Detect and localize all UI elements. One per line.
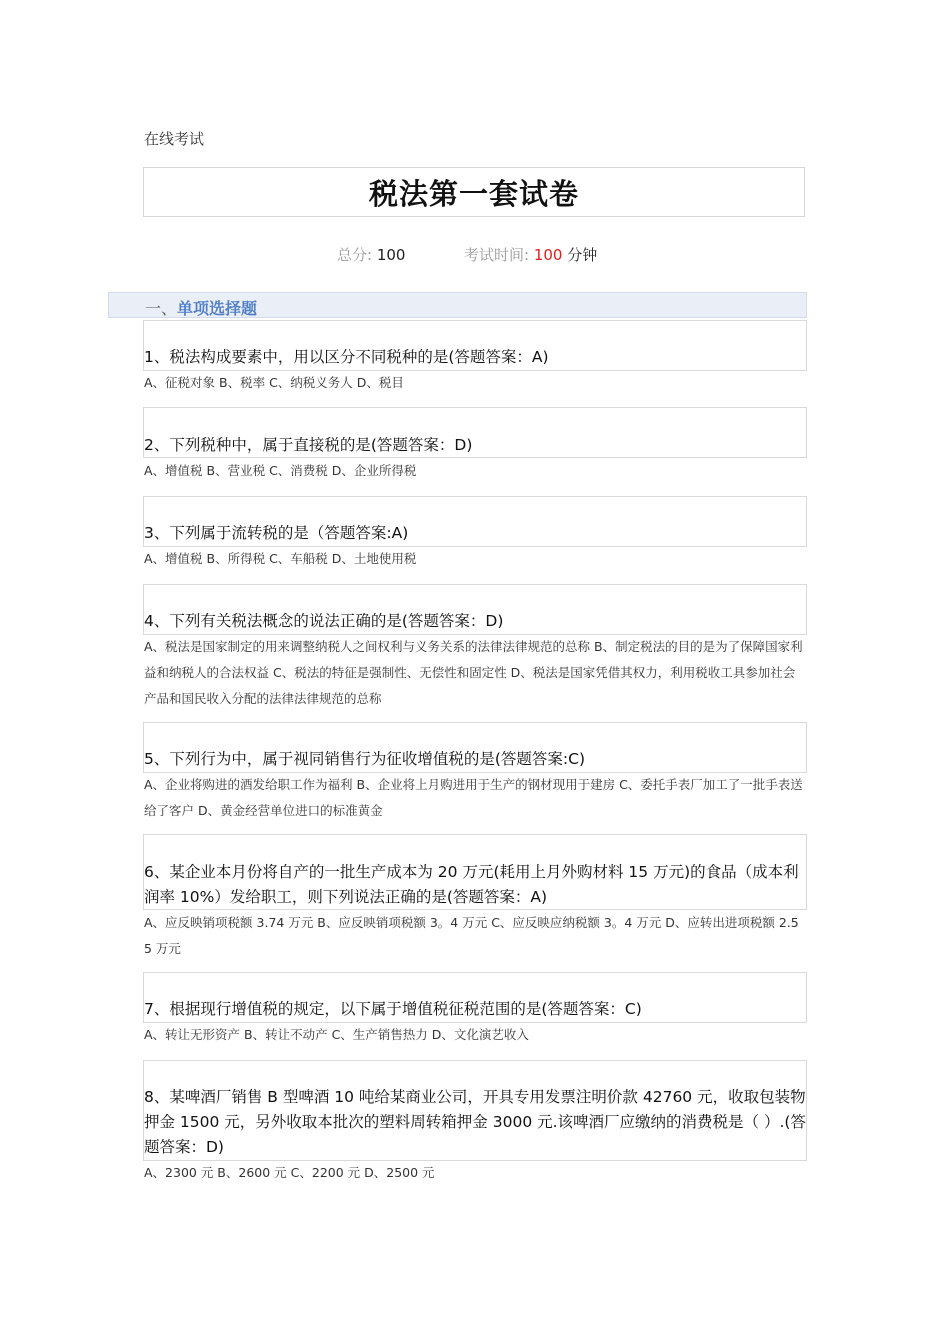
question-stem: 4、下列有关税法概念的说法正确的是(答题答案：D)	[144, 612, 504, 630]
score-label: 总分:	[337, 246, 373, 264]
question-options: A、税法是国家制定的用来调整纳税人之间权利与义务关系的法律法律规范的总称 B、制定税法的目的是为了保障国家利益和纳税人的合法权益 C、税法的特征是强制性、无偿性和固定性 D、税法是国家凭借其权力，利用税收工具参加社会产品和国民收入分配的法律法律规范的总称	[144, 639, 803, 706]
section-number: 一、	[145, 299, 178, 318]
section-header	[108, 292, 807, 318]
section-title	[145, 296, 257, 319]
question-options: A、2300 元 B、2600 元 C、2200 元 D、2500 元	[144, 1165, 435, 1180]
question-options: A、增值税 B、所得税 C、车船税 D、土地使用税	[144, 551, 417, 566]
question-stem: 7、根据现行增值税的规定，以下属于增值税征税范围的是(答题答案：C)	[144, 1000, 642, 1018]
exam-time	[464, 244, 597, 265]
question-stem: 3、下列属于流转税的是（答题答案:A)	[144, 524, 409, 542]
question-options: A、征税对象 B、税率 C、纳税义务人 D、税目	[144, 375, 404, 390]
question-stem: 1、税法构成要素中，用以区分不同税种的是(答题答案：A)	[144, 348, 549, 366]
time-label: 考试时间:	[464, 246, 530, 264]
section-name: 单项选择题	[177, 299, 258, 318]
time-unit: 分钟	[567, 246, 598, 264]
question-options: A、转让无形资产 B、转让不动产 C、生产销售热力 D、文化演艺收入	[144, 1027, 529, 1042]
time-value: 100	[533, 246, 563, 264]
score-value: 100	[376, 246, 406, 264]
question-stem: 2、下列税种中，属于直接税的是(答题答案：D)	[144, 436, 473, 454]
question-stem: 6、某企业本月份将自产的一批生产成本为 20 万元(耗用上月外购材料 15 万元)的食品（成本利润率 10%）发给职工，则下列说法正确的是(答题答案：A)	[144, 863, 799, 906]
question-options: A、增值税 B、营业税 C、消费税 D、企业所得税	[144, 463, 417, 478]
question-stem: 8、某啤酒厂销售 B 型啤酒 10 吨给某商业公司，开具专用发票注明价款 42760 元，收取包装物押金 1500 元，另外收取本批次的塑料周转箱押金 3000 元.该啤酒厂应缴纳的消费税是（ ）.(答题答案：D)	[144, 1088, 806, 1156]
exam-title-box	[143, 167, 805, 217]
exam-title: 税法第一套试卷	[368, 176, 579, 211]
question-options: A、企业将购进的酒发给职工作为福利 B、企业将上月购进用于生产的钢材现用于建房 C、委托手表厂加工了一批手表送给了客户 D、黄金经营单位进口的标准黄金	[144, 777, 803, 818]
question-stem: 5、下列行为中，属于视同销售行为征收增值税的是(答题答案:C)	[144, 750, 586, 768]
total-score	[337, 244, 405, 265]
site-label: 在线考试	[144, 130, 205, 148]
question-options: A、应反映销项税额 3.74 万元 B、应反映销项税额 3。4 万元 C、应反映应纳税额 3。4 万元 D、应转出进项税额 2.55 万元	[144, 915, 799, 956]
